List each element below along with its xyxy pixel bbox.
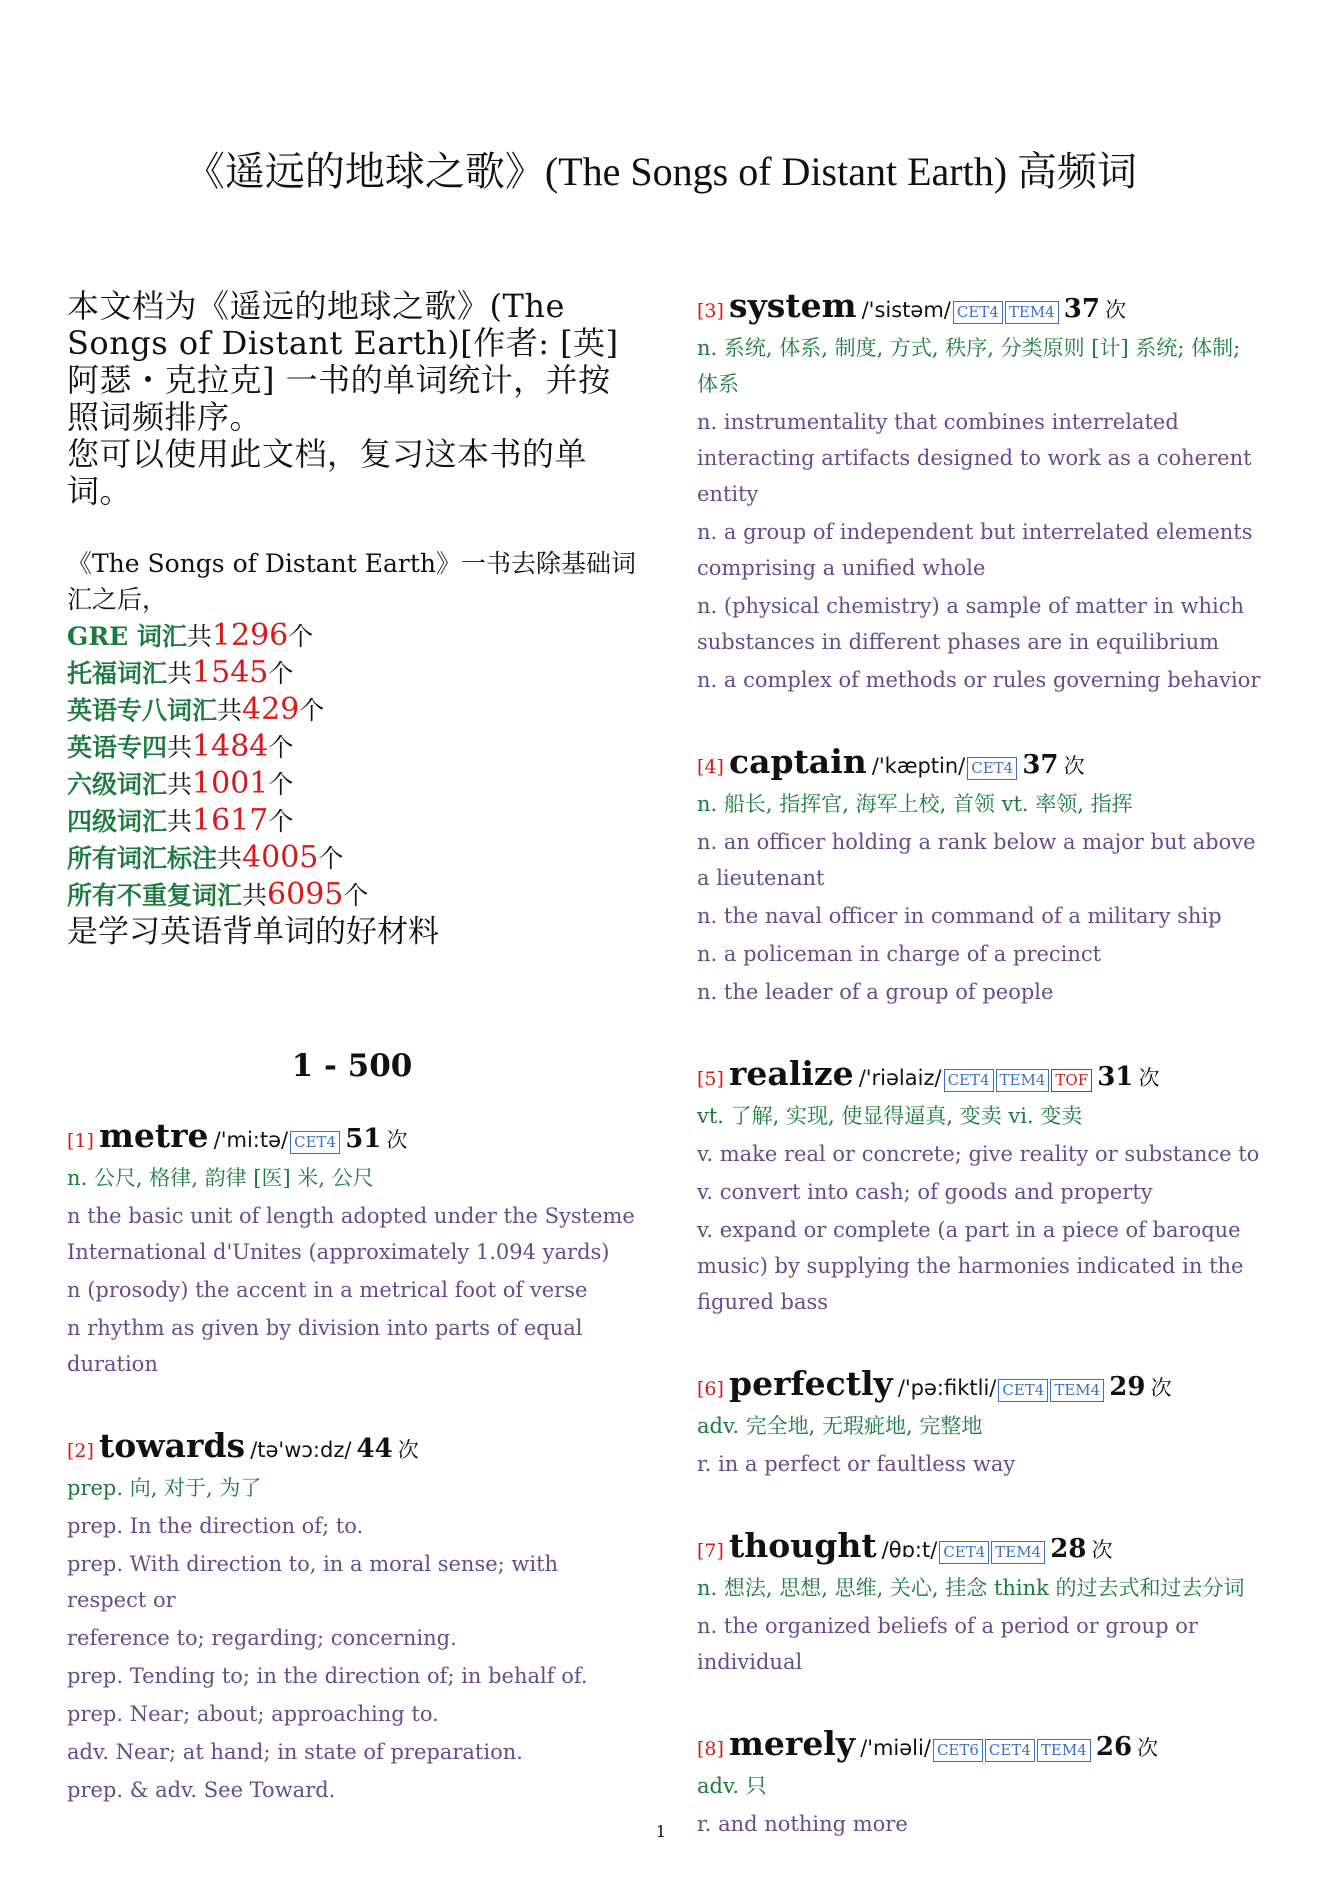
stats-count: 429: [242, 692, 300, 727]
frequency-unit: 次: [1063, 754, 1085, 778]
frequency-unit: 次: [386, 1128, 408, 1152]
english-definition: prep. With direction to, in a moral sense; with respect or: [67, 1552, 559, 1612]
stats-lead: 《The Songs of Distant Earth》一书去除基础词汇之后，: [67, 549, 636, 614]
exam-tag: CET6: [933, 1739, 983, 1762]
chinese-definition: adv. 只: [697, 1774, 767, 1798]
exam-tag: CET4: [998, 1379, 1048, 1402]
english-definition: n. (physical chemistry) a sample of matter in which substances in different phases are in equilibrium: [697, 594, 1245, 654]
exam-tag: TEM4: [1005, 301, 1059, 324]
exam-tag: TEM4: [1037, 1739, 1091, 1762]
stats-mid: 共: [217, 844, 243, 873]
stats-unit: 个: [343, 881, 369, 910]
headword: metre: [99, 1116, 209, 1155]
english-definition: v. expand or complete (a part in a piece of baroque music) by supplying the harmonies indicated in the figured bass: [697, 1218, 1244, 1314]
stats-unit: 个: [299, 696, 325, 725]
stats-mid: 共: [167, 807, 193, 836]
chinese-definition: adv. 完全地, 无瑕疵地, 完整地: [697, 1414, 983, 1438]
stats-row: [67, 840, 637, 877]
stats-row: [67, 655, 637, 692]
exam-tag: CET4: [985, 1739, 1035, 1762]
stats-mid: 共: [242, 881, 268, 910]
exam-tag: CET4: [944, 1069, 994, 1092]
chinese-definition: prep. 向, 对于, 为了: [67, 1476, 262, 1500]
english-definition: n. instrumentality that combines interrelated interacting artifacts designed to work as a coherent entity: [697, 410, 1252, 506]
english-definition: prep. Near; about; approaching to.: [67, 1702, 439, 1726]
stats-mid: 共: [167, 770, 193, 799]
english-definition: v. convert into cash; of goods and property: [697, 1180, 1153, 1204]
frequency-count: 51: [345, 1124, 382, 1154]
pronunciation: /'miəli/: [860, 1736, 931, 1760]
entry-index: [3]: [697, 300, 724, 322]
exam-tag: CET4: [953, 301, 1003, 324]
word-entry: [697, 1528, 1267, 1680]
stats-unit: 个: [268, 659, 294, 688]
headword: captain: [729, 742, 867, 781]
stats-label: GRE 词汇: [67, 622, 187, 651]
entry-index: [5]: [697, 1068, 724, 1090]
word-entry: [697, 288, 1267, 698]
intro-text: [67, 288, 637, 510]
word-entry: [697, 744, 1267, 1010]
stats-count: 1001: [192, 766, 269, 801]
frequency-count: 44: [356, 1434, 393, 1464]
frequency-unit: 次: [397, 1438, 419, 1462]
frequency-count: 26: [1095, 1732, 1133, 1762]
exam-tag: TEM4: [996, 1069, 1050, 1092]
entry-index: [8]: [697, 1738, 724, 1760]
stats-count: 1617: [192, 803, 269, 838]
frequency-unit: 次: [1137, 1736, 1159, 1760]
word-entry: [67, 1428, 637, 1808]
entry-index: [7]: [697, 1540, 724, 1562]
english-definition: n. the naval officer in command of a military ship: [697, 904, 1222, 928]
headword: perfectly: [729, 1364, 893, 1403]
stats-row: [67, 729, 637, 766]
pronunciation: /θɒ:t/: [881, 1538, 938, 1562]
english-definition: v. make real or concrete; give reality or substance to: [697, 1142, 1260, 1166]
pronunciation: /'mi:tə/: [213, 1128, 289, 1152]
frequency-unit: 次: [1091, 1538, 1113, 1562]
english-definition: n the basic unit of length adopted under the Systeme International d'Unites (approximately 1.094 yards): [67, 1204, 635, 1264]
stats-row: [67, 766, 637, 803]
stats-label: 四级词汇: [67, 807, 168, 836]
english-definition: n. a policeman in charge of a precinct: [697, 942, 1102, 966]
entries-right: [697, 288, 1267, 1842]
right-column: [697, 288, 1267, 1888]
stats-unit: 个: [288, 622, 314, 651]
word-entry: [697, 1056, 1267, 1320]
chinese-definition: n. 系统, 体系, 制度, 方式, 秩序, 分类原则 [计] 系统; 体制; 体系: [697, 336, 1241, 396]
frequency-count: 28: [1050, 1534, 1087, 1564]
left-column: [67, 288, 637, 1854]
english-definition: n (prosody) the accent in a metrical foot of verse: [67, 1278, 588, 1302]
exam-tag: TEM4: [991, 1541, 1045, 1564]
entry-index: [6]: [697, 1378, 724, 1400]
pronunciation: /tə'wɔ:dz/: [250, 1438, 352, 1462]
chinese-definition: n. 想法, 思想, 思维, 关心, 挂念 think 的过去式和过去分词: [697, 1576, 1245, 1600]
pronunciation: /'kæptin/: [871, 754, 966, 778]
stats-mid: 共: [167, 733, 193, 762]
stats-label: 所有词汇标注: [67, 844, 218, 873]
headword: thought: [729, 1526, 877, 1565]
word-entry: [697, 1366, 1267, 1482]
exam-tag: CET4: [290, 1131, 340, 1154]
frequency-count: 31: [1097, 1062, 1134, 1092]
english-definition: n. an officer holding a rank below a major but above a lieutenant: [697, 830, 1256, 890]
english-definition: prep. & adv. See Toward.: [67, 1778, 336, 1802]
headword: realize: [729, 1054, 854, 1093]
stats-label: 六级词汇: [67, 770, 168, 799]
intro-paragraph-1: 本文档为《遥远的地球之歌》(The Songs of Distant Earth)[作者: [英] 阿瑟・克拉克] 一书的单词统计，并按照词频排序。: [67, 287, 619, 436]
entry-index: [2]: [67, 1440, 94, 1462]
english-definition: prep. Tending to; in the direction of; in behalf of.: [67, 1664, 588, 1688]
vocab-stats: [67, 546, 637, 950]
frequency-unit: 次: [1105, 298, 1127, 322]
stats-row: [67, 618, 637, 655]
page-number: 1: [655, 1822, 667, 1841]
english-definition: n rhythm as given by division into parts of equal duration: [67, 1316, 583, 1376]
english-definition: r. and nothing more: [697, 1812, 908, 1836]
stats-row: [67, 692, 637, 729]
english-definition: n. a group of independent but interrelated elements comprising a unified whole: [697, 520, 1253, 580]
frequency-unit: 次: [1138, 1066, 1160, 1090]
stats-unit: 个: [318, 844, 344, 873]
stats-label: 托福词汇: [67, 659, 168, 688]
entry-index: [4]: [697, 756, 724, 778]
exam-tag: TEM4: [1050, 1379, 1104, 1402]
pronunciation: /'pə:fiktli/: [897, 1376, 997, 1400]
stats-closing: 是学习英语背单词的好材料: [67, 914, 439, 950]
stats-mid: 共: [167, 659, 193, 688]
headword: system: [729, 286, 857, 325]
stats-row: [67, 803, 637, 840]
stats-count: 1296: [211, 618, 289, 653]
entry-head: [697, 288, 1267, 330]
frequency-count: 37: [1022, 750, 1059, 780]
frequency-count: 37: [1063, 294, 1100, 324]
exam-tag: CET4: [939, 1541, 989, 1564]
stats-unit: 个: [268, 733, 294, 762]
stats-count: 4005: [242, 840, 319, 875]
entry-head: [697, 1056, 1267, 1098]
stats-row: [67, 877, 637, 914]
english-definition: adv. Near; at hand; in state of preparation.: [67, 1740, 523, 1764]
chinese-definition: n. 船长, 指挥官, 海军上校, 首领 vt. 率领, 指挥: [697, 792, 1133, 816]
chinese-definition: vt. 了解, 实现, 使显得逼真, 变卖 vi. 变卖: [697, 1104, 1083, 1128]
stats-count: 1545: [192, 655, 269, 690]
english-definition: reference to; regarding; concerning.: [67, 1626, 457, 1650]
headword: merely: [729, 1724, 856, 1763]
frequency-count: 29: [1109, 1372, 1146, 1402]
chinese-definition: n. 公尺, 格律, 韵律 [医] 米, 公尺: [67, 1166, 374, 1190]
english-definition: n. a complex of methods or rules governing behavior: [697, 668, 1261, 692]
entry-head: [697, 1528, 1267, 1570]
entries-left: [67, 1118, 637, 1808]
english-definition: r. in a perfect or faultless way: [697, 1452, 1016, 1476]
english-definition: n. the leader of a group of people: [697, 980, 1054, 1004]
stats-unit: 个: [268, 807, 294, 836]
pronunciation: /'sistəm/: [861, 298, 951, 322]
stats-mid: 共: [217, 696, 243, 725]
stats-count: 6095: [267, 877, 344, 912]
english-definition: n. the organized beliefs of a period or group or individual: [697, 1614, 1198, 1674]
stats-mid: 共: [186, 622, 212, 651]
entry-index: [1]: [67, 1130, 94, 1152]
pronunciation: /'riəlaiz/: [858, 1066, 942, 1090]
word-entry: [67, 1118, 637, 1382]
frequency-unit: 次: [1150, 1376, 1172, 1400]
headword: towards: [99, 1426, 246, 1465]
stats-count: 1484: [192, 729, 269, 764]
intro-paragraph-2: 您可以使用此文档，复习这本书的单词。: [67, 435, 588, 510]
entry-head: [697, 1726, 1267, 1768]
section-heading: 1 - 500: [291, 1048, 413, 1084]
english-definition: prep. In the direction of; to.: [67, 1514, 364, 1538]
entry-head: [697, 744, 1267, 786]
page-title: 《遥远的地球之歌》(The Songs of Distant Earth) 高频词: [184, 149, 1138, 194]
stats-label: 所有不重复词汇: [67, 881, 243, 910]
stats-label: 英语专四: [67, 733, 168, 762]
exam-tag: CET4: [967, 757, 1017, 780]
entry-head: [697, 1366, 1267, 1408]
exam-tag: TOF: [1051, 1069, 1092, 1092]
entry-head: [67, 1428, 637, 1470]
stats-unit: 个: [268, 770, 294, 799]
entry-head: [67, 1118, 637, 1160]
stats-label: 英语专八词汇: [67, 696, 218, 725]
